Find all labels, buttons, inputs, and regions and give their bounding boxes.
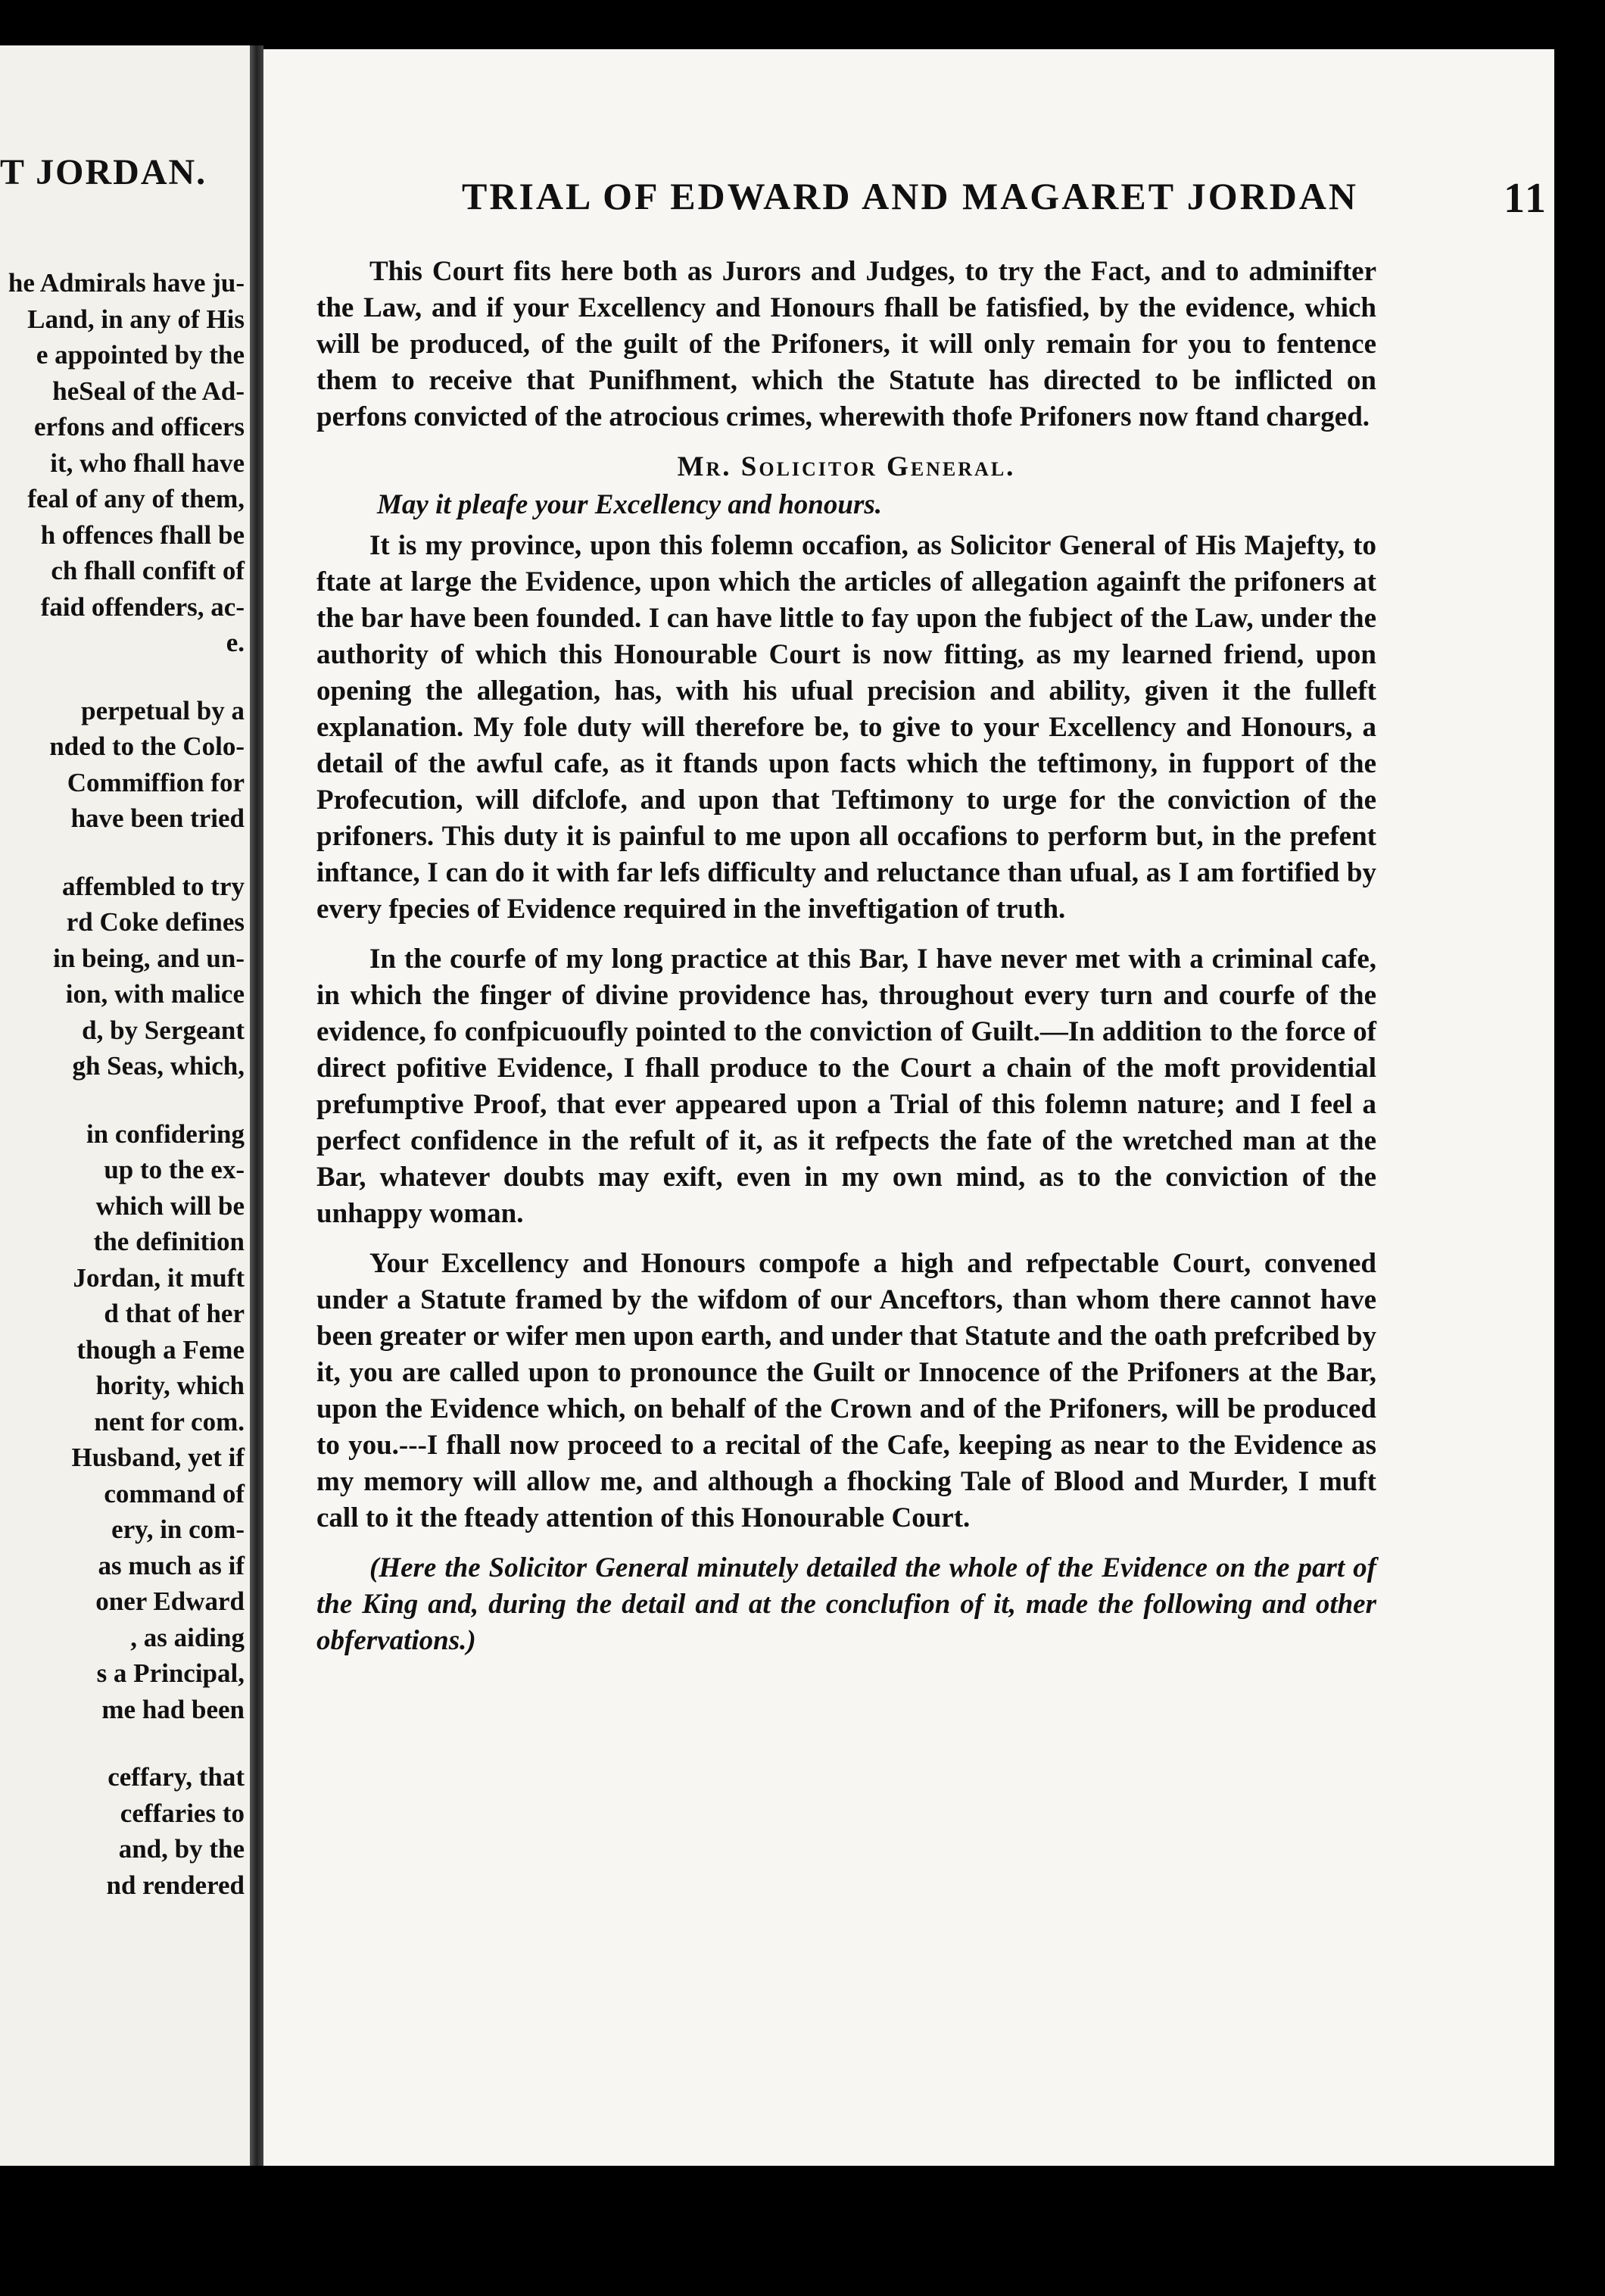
left-page-line: the definition bbox=[93, 1227, 245, 1256]
left-page-line: he Admirals have ju- bbox=[8, 268, 245, 298]
left-page-line: ceffaries to bbox=[120, 1798, 245, 1828]
left-page-line: d that of her bbox=[104, 1299, 245, 1328]
paragraph-speech-2: In the courfe of my long practice at this Bar, I have never met with a criminal cafe, in which the finger of divine providence has, throughout every turn and courfe of the evidence, fo confpicuoufly pointed to the conviction of Guilt.—In addition to the force of direct pofitive Evidence, I fhall produce to the Court a chain of the moft providential prefumptive Proof, that ever appeared upon a Trial of this folemn nature; and I feel a perfect confidence in the refult of it, as it refpects the fate of the wretched man at the Bar, whatever doubts may exift, even in my own mind, as to the conviction of the unhappy woman. bbox=[316, 944, 1376, 1229]
left-page-line: in being, and un- bbox=[53, 943, 245, 973]
left-page-line: oner Edward bbox=[95, 1586, 245, 1616]
left-page-line: ceffary, that bbox=[108, 1762, 245, 1792]
closing-note: (Here the Solicitor General minutely detailed the whole of the Evidence on the part of the King and, during the detail and at the conclufion of it, made the following and other obfervations.) bbox=[316, 1552, 1376, 1656]
salutation: May it pleafe your Excellency and honours. bbox=[377, 489, 883, 520]
left-page-line: heSeal of the Ad- bbox=[52, 376, 245, 406]
left-page-line: perpetual by a bbox=[81, 695, 245, 725]
left-page-line: and, by the bbox=[118, 1834, 245, 1864]
page-number: 11 bbox=[1504, 175, 1548, 222]
paragraph-speech-3: Your Excellency and Honours compofe a high and refpectable Court, convened under a Statute framed by the wifdom of our Anceftors, than whom there cannot have been greater or wifer men upon earth, and under that Statute and the oath prefcribed by it, you are called upon to pronounce the Guilt or Innocence of the Prifoners at the Bar, upon the Evidence which, on behalf of the Crown and of the Prifoners, will be produced to you.---I fhall now proceed to a recital of the Cafe, keeping as near to the Evidence as my memory will allow me, and although a fhocking Tale of Blood and Murder, I muft call to it the fteady attention of this Honourable Court. bbox=[316, 1248, 1376, 1533]
book-gutter bbox=[250, 45, 263, 2166]
left-page-line: erfons and officers bbox=[33, 412, 245, 441]
left-page-line: feal of any of them, bbox=[27, 484, 245, 513]
left-page-line: though a Feme bbox=[76, 1334, 245, 1365]
left-page-line: as much as if bbox=[98, 1550, 245, 1580]
left-page-line: nent for com. bbox=[94, 1406, 245, 1437]
left-page-header: T JORDAN. bbox=[0, 152, 207, 192]
left-page-line: e. bbox=[226, 628, 245, 657]
left-page-line: Land, in any of His bbox=[27, 304, 245, 334]
left-page-line: nd rendered bbox=[106, 1870, 245, 1900]
left-page-line: Commiffion for bbox=[67, 767, 245, 797]
left-page-line: rd Coke defines bbox=[66, 907, 245, 937]
running-head-title: TRIAL OF EDWARD AND MAGARET JORDAN bbox=[462, 175, 1359, 217]
paragraph-speech-1: It is my province, upon this folemn occafion, as Solicitor General of His Majefty, to ftate at large the Evidence, upon which the articles of allegation againft the prifoners at the bar have been founded. I can have little to fay upon the fubject of the Law, under the authority of which this Honourable Court is now fitting, as my learned friend, upon opening the allegation, has, with his ufual precision and ability, given it the fulleft explanation. My fole duty will therefore be, to give to your Excellency and Honours, a detail of the awful cafe, as it ftands upon facts which the teftimony, in fupport of the Profecution, will difclofe, and upon that Teftimony to urge for the conviction of the prifoners. This duty it is painful to me upon all occafions to perform but, in the prefent inftance, I can do it with far lefs difficulty and reluctance than ufual, as I am fortified by every fpecies of Evidence required in the inveftigation of truth. bbox=[316, 530, 1376, 925]
left-page-line: in confidering bbox=[86, 1118, 245, 1149]
left-page-line: ch fhall confift of bbox=[51, 556, 245, 585]
left-page-line: faid offenders, ac- bbox=[40, 591, 245, 622]
left-page-line: gh Seas, which, bbox=[72, 1051, 245, 1081]
body-text bbox=[316, 254, 1376, 1673]
left-page-line: d, by Sergeant bbox=[82, 1015, 245, 1045]
left-page-line: affembled to try bbox=[61, 871, 245, 901]
left-page-line: it, who fhall have bbox=[50, 448, 245, 478]
left-page-line: nded to the Colo- bbox=[49, 732, 245, 761]
left-page-line: s a Principal, bbox=[96, 1658, 245, 1688]
speaker-heading: Mr. Solicitor General. bbox=[677, 451, 1016, 482]
main-page bbox=[263, 49, 1554, 2166]
left-page-line: ery, in com- bbox=[111, 1515, 245, 1544]
left-page-line: command of bbox=[104, 1478, 245, 1508]
left-page-line: , as aiding bbox=[130, 1622, 245, 1652]
left-page-line: ion, with malice bbox=[65, 979, 245, 1009]
left-page-line: have been tried bbox=[70, 803, 245, 833]
left-page-line: Husband, yet if bbox=[71, 1443, 245, 1472]
running-head bbox=[462, 174, 1556, 222]
left-page-line: hority, which bbox=[95, 1371, 245, 1400]
left-page-line: h offences fhall be bbox=[40, 519, 245, 550]
left-page-line: e appointed by the bbox=[36, 340, 245, 370]
left-page-text bbox=[6, 265, 250, 1903]
left-page-line: up to the ex- bbox=[104, 1155, 245, 1184]
left-page-line: Jordan, it muft bbox=[73, 1262, 245, 1293]
paragraph-court: This Court fits here both as Jurors and Judges, to try the Fact, and to adminifter the Law, and if your Excellency and Honours fhall be fatisfied, by the evidence, which will be produced, of the guilt of the Prifoners, it will only remain for you to fentence them to receive that Punifhment, which the Statute has directed to be inflicted on perfons convicted of the atrocious crimes, wherewith thofe Prifoners now ftand charged. bbox=[316, 256, 1376, 432]
left-page-line: which will be bbox=[95, 1190, 245, 1221]
left-page-fragment bbox=[0, 45, 250, 2166]
left-page-line: me had been bbox=[101, 1694, 245, 1724]
